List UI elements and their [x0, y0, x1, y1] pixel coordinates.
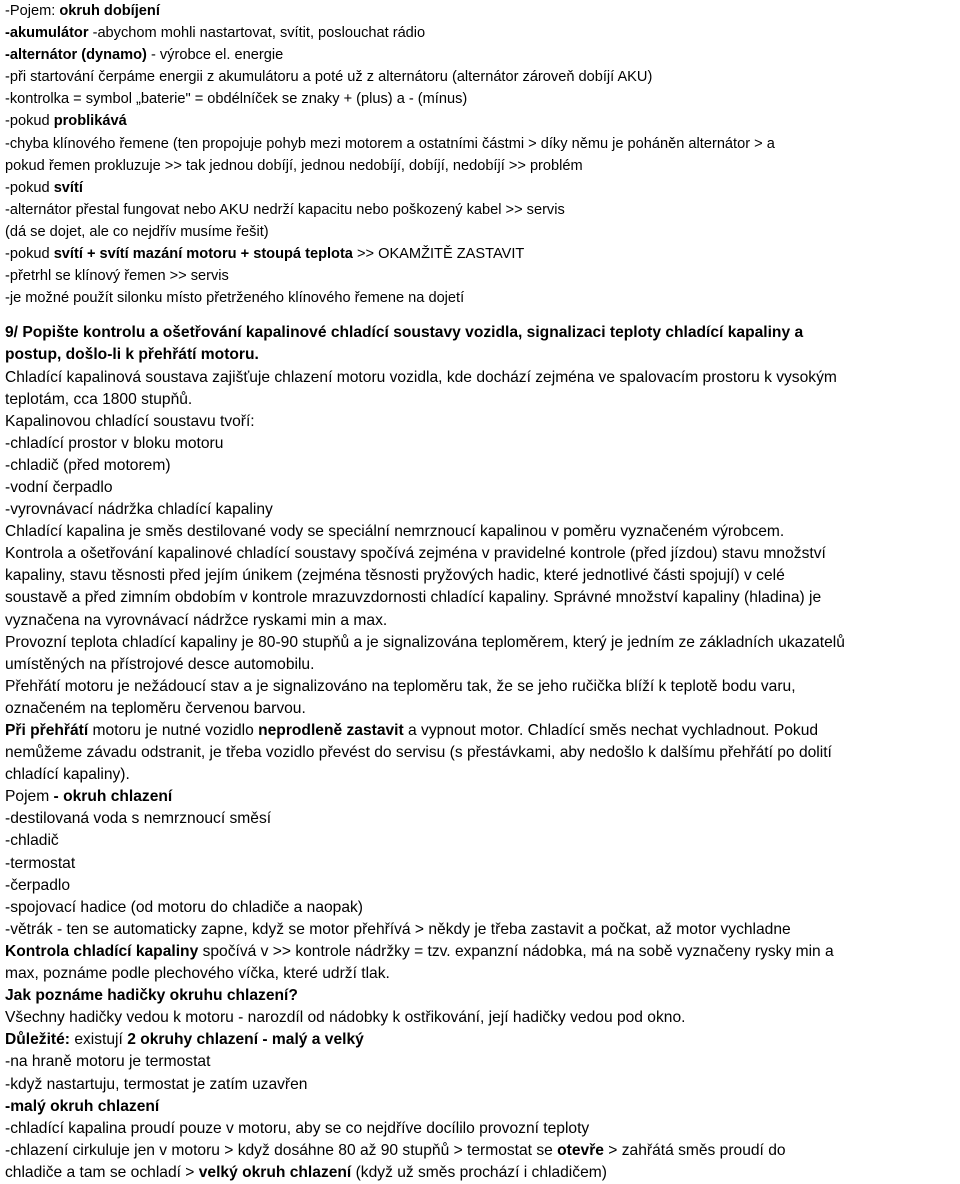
list-item: -chladící kapalina proudí pouze v motoru, aby se co nejdříve docílilo provozní teploty — [5, 1119, 590, 1137]
text-line: -je možné použít silonku místo přetrženého klínového řemene na dojetí — [5, 290, 465, 307]
text-line: (dá se dojet, ale co nejdřív musíme řešit) — [5, 223, 269, 240]
list-item: -chladič — [5, 832, 59, 850]
text-line: -při startování čerpáme energii z akumulátoru a poté už z alternátoru (alternátor zároveň dobíjí AKU) — [5, 69, 653, 86]
list-item: -termostat — [5, 854, 76, 872]
text-line: Chladící kapalinová soustava zajišťuje chlazení motoru vozidla, kde dochází zejména ve spalovacím prostoru k vysokým — [5, 368, 837, 386]
text-line: Pojem - okruh chlazení — [5, 788, 173, 806]
text-line: -alternátor (dynamo) - výrobce el. energie — [5, 47, 284, 64]
text-line: max, poznáme podle plechového víčka, které udrží tlak. — [5, 965, 390, 983]
question-title: 9/ Popište kontrolu a ošetřování kapalinové chladící soustavy vozidla, signalizaci teploty chladící kapaliny a — [5, 324, 804, 342]
subheading: -malý okruh chlazení — [5, 1097, 160, 1115]
text-line: umístěných na přístrojové desce automobilu. — [5, 655, 315, 673]
text-line: -alternátor přestal fungovat nebo AKU nedrží kapacitu nebo poškozený kabel >> servis — [5, 201, 565, 218]
text-line: pokud řemen prokluzuje >> tak jednou dobíjí, jednou nedobíjí, dobíjí, nedobíjí >> problém — [5, 157, 583, 174]
list-item: -spojovací hadice (od motoru do chladiče a naopak) — [5, 898, 364, 916]
list-item: -když nastartuju, termostat je zatím uzavřen — [5, 1075, 308, 1093]
text-line: -pokud svítí — [5, 179, 83, 196]
list-item: -chladič (před motorem) — [5, 456, 171, 474]
text-line: -pokud svítí + svítí mazání motoru + stoupá teplota >> OKAMŽITĚ ZASTAVIT — [5, 246, 525, 263]
text-line: Kontrola chladící kapaliny spočívá v >> kontrole nádržky = tzv. expanzní nádobka, má na sobě vyznačeny rysky min a — [5, 942, 834, 960]
text-line: -akumulátor -abychom mohli nastartovat, svítit, poslouchat rádio — [5, 25, 426, 42]
text-line: Důležité: existují 2 okruhy chlazení - malý a velký — [5, 1031, 364, 1049]
section-gap — [5, 309, 955, 322]
text-line: soustavě a před zimním obdobím v kontrole mrazuvzdornosti chladící kapaliny. Správné množství kapaliny (hladina) je — [5, 589, 822, 607]
text-line: vyznačena na vyrovnávací nádržce ryskami min a max. — [5, 611, 388, 629]
text-line: Všechny hadičky vedou k motoru - narozdíl od nádobky k ostřikování, její hadičky vedou pod okno. — [5, 1009, 686, 1027]
text-line: chladící kapaliny). — [5, 766, 130, 784]
text-line: -Pojem: okruh dobíjení — [5, 3, 160, 19]
list-item: -chladící prostor v bloku motoru — [5, 434, 224, 452]
text-line: Chladící kapalina je směs destilované vody se speciální nemrznoucí kapalinou v poměru vyznačeném výrobcem. — [5, 523, 785, 541]
text-line: kapaliny, stavu těsnosti před jejím únikem (zejména těsnosti pryžových hadic, které jednotlivé části spojují) v celé — [5, 567, 785, 585]
text-line: teplotám, cca 1800 stupňů. — [5, 390, 193, 408]
text-line: Provozní teplota chladící kapaliny je 80-90 stupňů a je signalizována teploměrem, který je jedním ze základních ukazatelů — [5, 633, 845, 651]
list-item: -vodní čerpadlo — [5, 478, 113, 496]
text-line: Kontrola a ošetřování kapalinové chladící soustavy spočívá zejména v pravidelné kontrole (před jízdou) stavu množství — [5, 545, 826, 563]
text-line: Kapalinovou chladící soustavu tvoří: — [5, 412, 255, 430]
text-line: nemůžeme závadu odstranit, je třeba vozidlo převést do servisu (s přestávkami, aby nedošlo k dalšímu přehřátí po dolití — [5, 744, 832, 762]
text-line: označeném na teploměru červenou barvou. — [5, 699, 306, 717]
question-title: postup, došlo-li k přehřátí motoru. — [5, 346, 259, 364]
text-line: -chyba klínového řemene (ten propojuje pohyb mezi motorem a ostatními částmi > díky němu je poháněn alternátor > a — [5, 135, 775, 152]
list-item: -vyrovnávací nádržka chladící kapaliny — [5, 501, 273, 519]
list-item: -čerpadlo — [5, 876, 71, 894]
text-line: -pokud problikává — [5, 113, 127, 130]
text-line: chladiče a tam se ochladí > velký okruh chlazení (když už směs prochází i chladičem) — [5, 1163, 607, 1181]
subheading: Jak poznáme hadičky okruhu chlazení? — [5, 987, 298, 1005]
list-item: -chlazení cirkuluje jen v motoru > když dosáhne 80 až 90 stupňů > termostat se otevře > zahřátá směs proudí do — [5, 1141, 786, 1159]
list-item: -destilovaná voda s nemrznoucí směsí — [5, 810, 272, 828]
text-line: -přetrhl se klínový řemen >> servis — [5, 268, 229, 285]
text-line: -kontrolka = symbol „baterie" = obdélníček se znaky + (plus) a - (mínus) — [5, 91, 468, 108]
text-line: Přehřátí motoru je nežádoucí stav a je signalizováno na teploměru tak, že se jeho ručička blíží k teplotě bodu varu, — [5, 677, 796, 695]
list-item: -na hraně motoru je termostat — [5, 1053, 211, 1071]
document-page — [5, 0, 955, 1184]
list-item: -větrák - ten se automaticky zapne, když se motor přehřívá > někdy je třeba zastavit a počkat, až motor vychladne — [5, 920, 791, 938]
text-line: Při přehřátí motoru je nutné vozidlo neprodleně zastavit a vypnout motor. Chladící směs nechat vychladnout. Pokud — [5, 722, 819, 739]
